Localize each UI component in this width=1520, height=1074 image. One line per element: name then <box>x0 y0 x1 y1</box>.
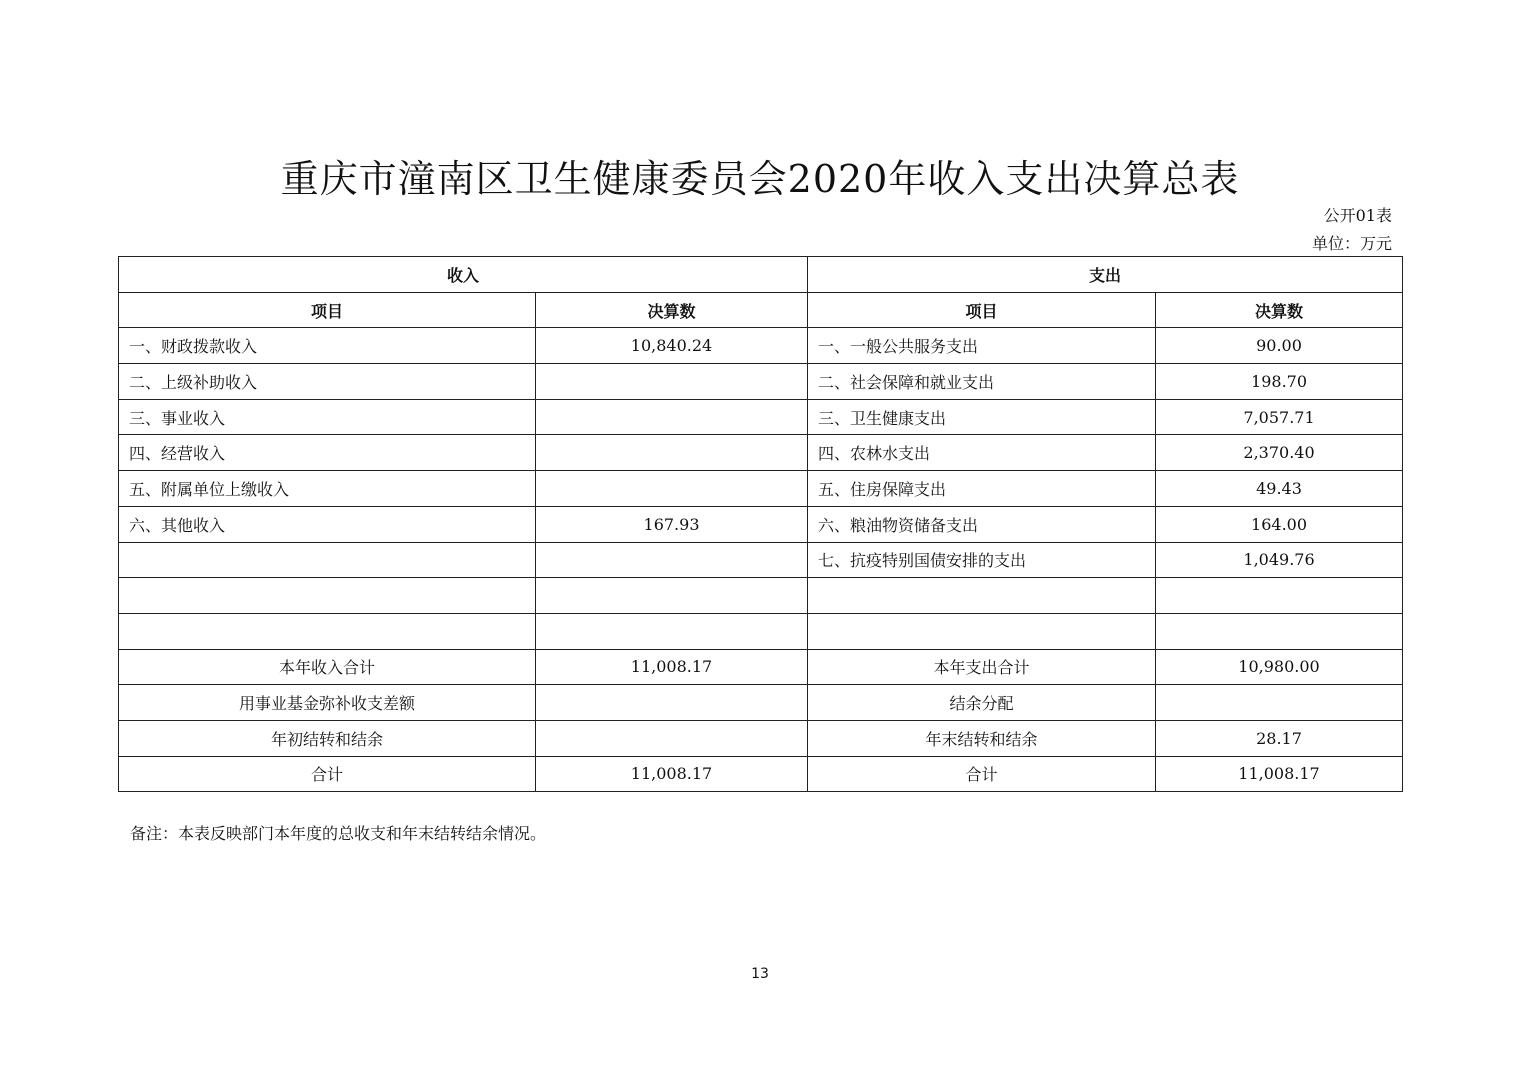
table-row <box>119 542 1403 578</box>
income-summary-amount <box>536 685 808 721</box>
income-item-header: 项目 <box>119 292 536 328</box>
income-summary-amount: 11,008.17 <box>536 649 808 685</box>
budget-summary-table <box>118 256 1403 792</box>
expense-amount: 164.00 <box>1156 506 1403 542</box>
income-item <box>119 542 536 578</box>
income-amount <box>536 542 808 578</box>
expense-summary-amount: 10,980.00 <box>1156 649 1403 685</box>
summary-row <box>119 720 1403 756</box>
expense-item <box>808 613 1156 649</box>
income-amount <box>536 471 808 507</box>
expense-amount: 90.00 <box>1156 328 1403 364</box>
expense-item: 一、一般公共服务支出 <box>808 328 1156 364</box>
income-amount <box>536 578 808 614</box>
income-amount <box>536 435 808 471</box>
table-note: 备注：本表反映部门本年度的总收支和年末结转结余情况。 <box>130 824 547 843</box>
expense-amount <box>1156 578 1403 614</box>
expense-amount: 7,057.71 <box>1156 399 1403 435</box>
income-amount: 10,840.24 <box>536 328 808 364</box>
expense-item: 二、社会保障和就业支出 <box>808 364 1156 400</box>
summary-row <box>119 649 1403 685</box>
income-summary-item: 年初结转和结余 <box>119 720 536 756</box>
expense-total-item: 合计 <box>808 756 1156 792</box>
total-row <box>119 756 1403 792</box>
expense-section-header: 支出 <box>808 257 1403 293</box>
expense-amount: 198.70 <box>1156 364 1403 400</box>
income-amount <box>536 364 808 400</box>
income-item: 四、经营收入 <box>119 435 536 471</box>
table-number: 公开01表 <box>1323 206 1392 225</box>
income-amount <box>536 613 808 649</box>
expense-amount: 2,370.40 <box>1156 435 1403 471</box>
expense-summary-item: 年末结转和结余 <box>808 720 1156 756</box>
table-row <box>119 578 1403 614</box>
page-title: 重庆市潼南区卫生健康委员会2020年收入支出决算总表 <box>280 157 1240 201</box>
income-amount <box>536 399 808 435</box>
income-item: 三、事业收入 <box>119 399 536 435</box>
expense-item <box>808 578 1156 614</box>
income-summary-amount <box>536 720 808 756</box>
expense-summary-item: 结余分配 <box>808 685 1156 721</box>
column-header-row <box>119 292 1403 328</box>
income-total-amount: 11,008.17 <box>536 756 808 792</box>
income-item: 二、上级补助收入 <box>119 364 536 400</box>
income-item <box>119 613 536 649</box>
unit-label: 单位：万元 <box>1311 234 1392 253</box>
table-row <box>119 364 1403 400</box>
income-summary-item: 本年收入合计 <box>119 649 536 685</box>
expense-amount <box>1156 613 1403 649</box>
income-amount-header: 决算数 <box>536 292 808 328</box>
expense-amount: 49.43 <box>1156 471 1403 507</box>
expense-amount: 1,049.76 <box>1156 542 1403 578</box>
expense-summary-amount <box>1156 685 1403 721</box>
table-row <box>119 399 1403 435</box>
expense-item: 四、农林水支出 <box>808 435 1156 471</box>
table-row <box>119 435 1403 471</box>
expense-item: 六、粮油物资储备支出 <box>808 506 1156 542</box>
income-section-header: 收入 <box>119 257 808 293</box>
page-number: 13 <box>751 966 769 982</box>
expense-item: 三、卫生健康支出 <box>808 399 1156 435</box>
income-item <box>119 578 536 614</box>
table-row <box>119 506 1403 542</box>
income-total-item: 合计 <box>119 756 536 792</box>
income-item: 一、财政拨款收入 <box>119 328 536 364</box>
table-row <box>119 613 1403 649</box>
expense-summary-item: 本年支出合计 <box>808 649 1156 685</box>
expense-item: 七、抗疫特别国债安排的支出 <box>808 542 1156 578</box>
income-amount: 167.93 <box>536 506 808 542</box>
income-item: 六、其他收入 <box>119 506 536 542</box>
income-summary-item: 用事业基金弥补收支差额 <box>119 685 536 721</box>
expense-item: 五、住房保障支出 <box>808 471 1156 507</box>
section-header-row <box>119 257 1403 293</box>
table-row <box>119 328 1403 364</box>
expense-summary-amount: 28.17 <box>1156 720 1403 756</box>
income-item: 五、附属单位上缴收入 <box>119 471 536 507</box>
expense-amount-header: 决算数 <box>1156 292 1403 328</box>
expense-item-header: 项目 <box>808 292 1156 328</box>
expense-total-amount: 11,008.17 <box>1156 756 1403 792</box>
table-row <box>119 471 1403 507</box>
summary-row <box>119 685 1403 721</box>
